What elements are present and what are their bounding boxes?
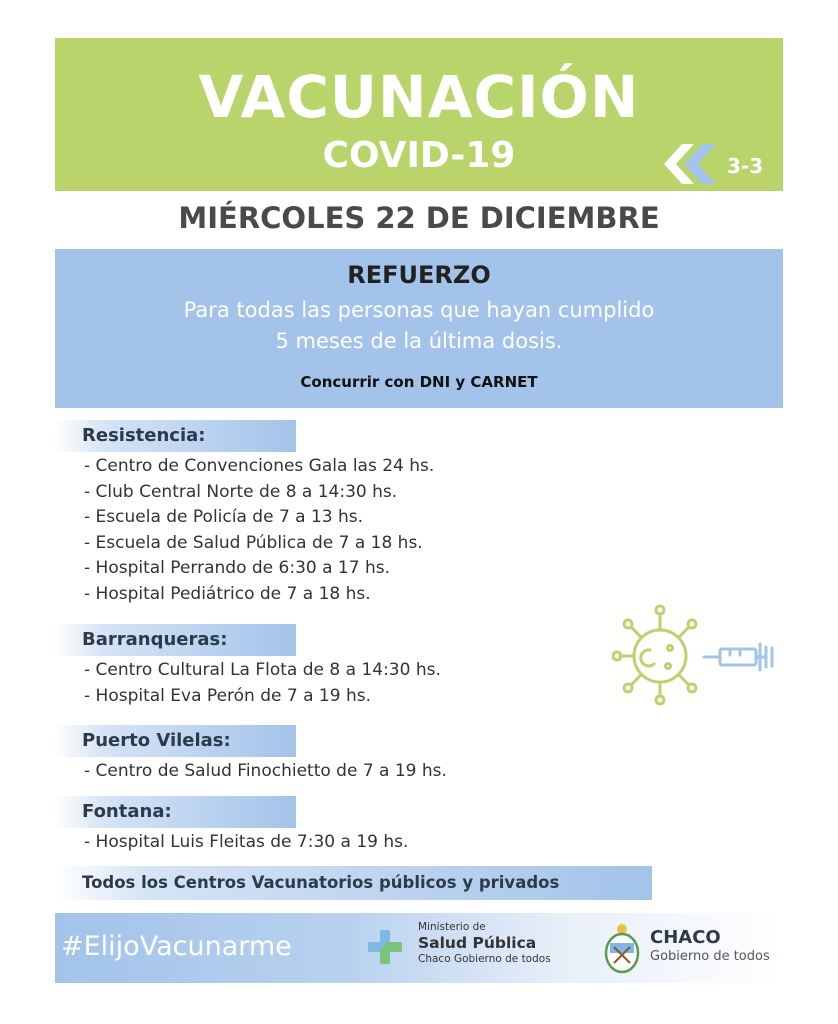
chaco-seal-icon: [602, 921, 642, 975]
list-item: - Hospital Luis Fleitas de 7:30 a 19 hs.: [84, 832, 409, 852]
chaco-logo: [650, 927, 770, 965]
footer-banner: [55, 913, 783, 983]
section-label: Resistencia:: [55, 420, 296, 452]
header-banner: [55, 38, 783, 191]
list-item: - Centro de Salud Finochietto de 7 a 19 hs.: [84, 761, 447, 781]
section-resistencia: [55, 420, 655, 608]
section-label: Puerto Vilelas:: [55, 725, 296, 757]
double-chevron-left-icon: [660, 142, 720, 186]
virus-syringe-icon: [612, 600, 788, 708]
section-label: Barranqueras:: [55, 624, 296, 656]
plus-icon: [368, 930, 402, 964]
ministry-logo: [418, 921, 551, 966]
list-item: - Escuela de Policía de 7 a 13 hs.: [84, 507, 364, 528]
refuerzo-title: REFUERZO: [347, 261, 491, 289]
chaco-name: CHACO: [650, 927, 721, 948]
location-list: [55, 658, 655, 709]
date-heading: MIÉRCOLES 22 DE DICIEMBRE: [178, 201, 660, 235]
list-item: - Escuela de Salud Pública de 7 a 18 hs.: [84, 532, 423, 553]
section-puerto-vilelas: [55, 725, 655, 785]
chaco-tagline: Gobierno de todos: [650, 949, 770, 964]
ministry-line: Chaco Gobierno de todos: [418, 953, 551, 965]
refuerzo-panel: [55, 249, 783, 408]
page-indicator: 3-3: [727, 154, 764, 178]
refuerzo-description: [55, 295, 783, 357]
location-list: [55, 830, 655, 856]
section-barranqueras: [55, 624, 655, 709]
location-list: [55, 759, 655, 785]
ministry-line: Ministerio de: [418, 921, 486, 933]
header-title: VACUNACIÓN: [198, 63, 640, 131]
list-item: - Centro Cultural La Flota de 8 a 14:30 hs.: [84, 660, 441, 680]
section-label: Fontana:: [55, 796, 296, 828]
ministry-name: Salud Pública: [418, 934, 537, 952]
section-fontana: [55, 796, 655, 856]
refuerzo-description-line: Para todas las personas que hayan cumplido: [183, 298, 655, 322]
location-list: [55, 454, 655, 608]
list-item: - Hospital Perrando de 6:30 a 17 hs.: [84, 558, 390, 579]
list-item: - Centro de Convenciones Gala las 24 hs.: [84, 456, 435, 476]
list-item: - Hospital Eva Perón de 7 a 19 hs.: [84, 685, 371, 706]
list-item: - Hospital Pediátrico de 7 a 18 hs.: [84, 583, 371, 604]
header-subtitle: COVID-19: [322, 135, 516, 176]
list-item: - Club Central Norte de 8 a 14:30 hs.: [84, 481, 398, 502]
hashtag: #ElijoVacunarme: [61, 931, 292, 962]
refuerzo-description-line: 5 meses de la última dosis.: [275, 329, 563, 353]
all-centers-banner: Todos los Centros Vacunatorios públicos y privados: [55, 866, 652, 900]
refuerzo-note: Concurrir con DNI y CARNET: [300, 373, 538, 391]
